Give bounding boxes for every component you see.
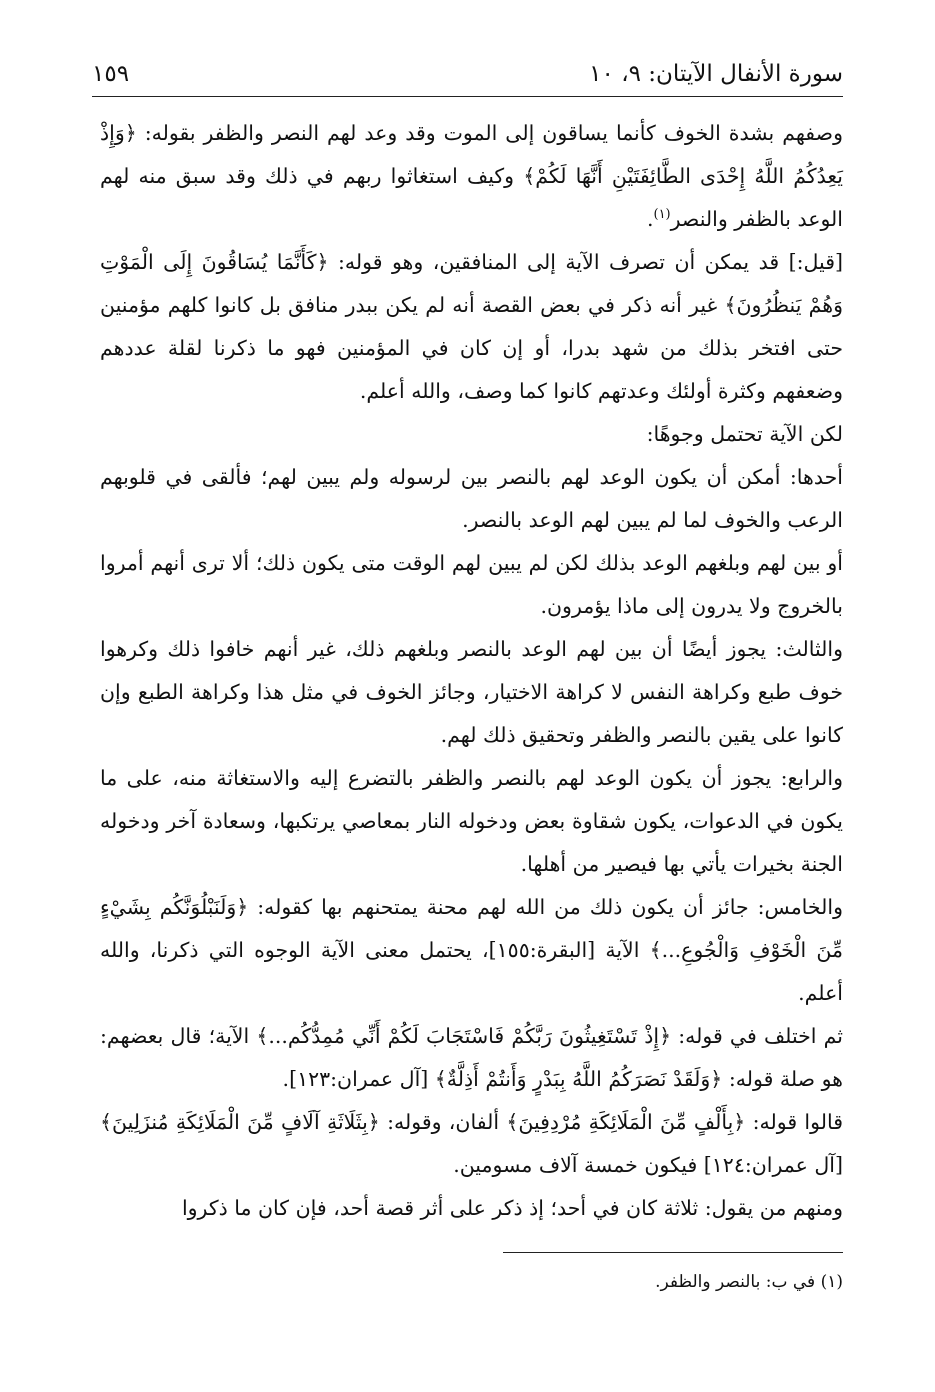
paragraph-5: أو بين لهم وبلغهم الوعد بذلك لكن لم يبين لهم الوقت متى يكون ذلك؛ ألا ترى أنهم أمروا بالخروج ولا يدرون إلى ماذا يؤمرون. (100, 551, 843, 618)
paragraph-4: أحدها: أمكن أن يكون الوعد لهم بالنصر بين لرسوله ولم يبين لهم؛ فألقى في قلوبهم الرعب والخوف لما لم يبين لهم الوعد بالنصر. (100, 465, 843, 532)
page-header (92, 58, 843, 94)
paragraph-1-end: . (646, 207, 654, 231)
running-title: سورة الأنفال الآيتان: ٩، ١٠ (589, 61, 843, 87)
paragraph-3: لكن الآية تحتمل وجوهًا: (646, 422, 843, 446)
paragraph-11: ومنهم من يقول: ثلاثة كان في أحد؛ إذ ذكر على أثر قصة أحد، فإن كان ما ذكروا (181, 1196, 843, 1220)
body-text (100, 112, 843, 1230)
paragraph-10: قالوا قوله: ﴿بِأَلْفٍ مِّنَ الْمَلَائِكَةِ مُرْدِفِينَ﴾ ألفان، وقوله: ﴿بِثَلَاثَةِ آلَافٍ مِّنَ الْمَلَائِكَةِ مُنزَلِينَ﴾ [آل عمران:١٢٤] فيكون خمسة آلاف مسومين. (100, 1110, 843, 1177)
header-rule (92, 96, 843, 97)
paragraph-9: ثم اختلف في قوله: ﴿إِذْ تَسْتَغِيثُونَ رَبَّكُمْ فَاسْتَجَابَ لَكُمْ أَنِّي مُمِدُّكُم...﴾ الآية؛ قال بعضهم: هو صلة قوله: ﴿وَلَقَدْ نَصَرَكُمُ اللَّهُ بِبَدْرٍ وَأَنتُمْ أَذِلَّةٌ﴾ [آل عمران:١٢٣]. (100, 1024, 843, 1091)
paragraph-1 (100, 112, 843, 241)
footnote-text: في ب: بالنصر والظفر. (655, 1272, 816, 1292)
paragraph-6: والثالث: يجوز أيضًا أن بين لهم الوعد بالنصر وبلغهم ذلك، غير أنهم خافوا ذلك وكرهوا خوف طبع وكراهة النفس لا كراهة الاختيار، وجائز الخوف في مثل هذا وكراهة الطبع وإن كانوا على يقين بالنصر والظفر وتحقيق ذلك لهم. (100, 637, 843, 747)
footnote-rule (503, 1252, 843, 1253)
footnote-reference: (١) (653, 207, 671, 223)
paragraph-2: [قيل:] قد يمكن أن تصرف الآية إلى المنافقين، وهو قوله: ﴿كَأَنَّمَا يُسَاقُونَ إِلَى الْمَوْتِ وَهُمْ يَنظُرُونَ﴾ غير أنه ذكر في بعض القصة أنه لم يكن ببدر منافق بل كانوا كلهم مؤمنين حتى افتخر بذلك من شهد بدرا، أو إن كان في المؤمنين فهو ما ذكرنا لقلة عددهم وضعفهم وكثرة أولئك وعدتهم كانوا كما وصف، والله أعلم. (100, 250, 843, 403)
page-number: ١٥٩ (92, 61, 130, 87)
paragraph-1-text: وصفهم بشدة الخوف كأنما يساقون إلى الموت وقد وعد لهم النصر والظفر بقوله: ﴿وَإِذْ يَعِدُكُمُ اللَّهُ إِحْدَى الطَّائِفَتَيْنِ أَنَّهَا لَكُمْ﴾ وكيف استغاثوا ربهم في ذلك وقد سبق منه لهم الوعد بالظفر والنصر (100, 121, 843, 231)
paragraph-8: والخامس: جائز أن يكون ذلك من الله لهم محنة يمتحنهم بها كقوله: ﴿وَلَنَبْلُوَنَّكُم بِشَيْءٍ مِّنَ الْخَوْفِ وَالْجُوعِ...﴾ الآية [البقرة:١٥٥]، يحتمل معنى الآية الوجوه التي ذكرنا، والله أعلم. (100, 895, 843, 1005)
paragraph-7: والرابع: يجوز أن يكون الوعد لهم بالنصر والظفر بالتضرع إليه والاستغاثة منه، على ما يكون في الدعوات، يكون شقاوة بعض ودخوله النار بمعاصي يرتكبها، وسعادة آخر ودخوله الجنة بخيرات يأتي بها فيصير من أهلها. (100, 766, 843, 876)
footnote-number: (١) (820, 1272, 843, 1292)
footnote (100, 1268, 843, 1296)
